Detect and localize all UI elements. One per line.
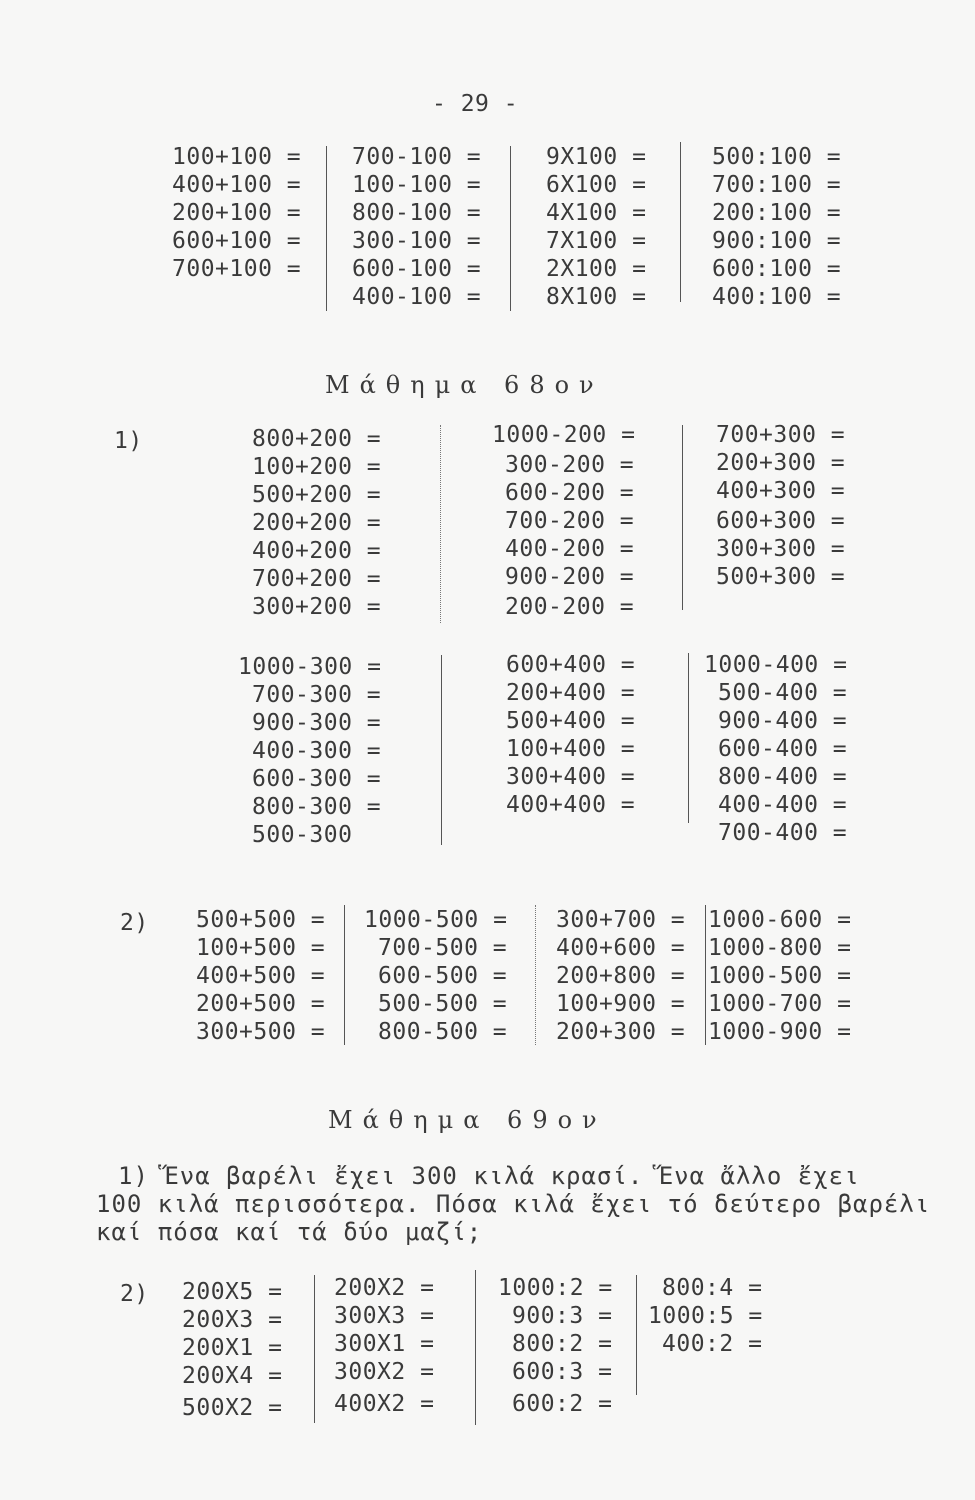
page-number: - 29 - (432, 91, 519, 117)
expr: 800-100 = (352, 200, 482, 226)
lesson-69-title: Μάθημα 69ον (328, 1106, 607, 1134)
expr: 200X1 = (182, 1335, 283, 1361)
expr: 400-300 = (252, 738, 382, 764)
expr: 500-500 = (378, 991, 508, 1017)
expr: 500+500 = (196, 907, 326, 933)
expr: 900:100 = (712, 228, 842, 254)
divider (326, 146, 327, 311)
expr: 400+600 = (556, 935, 686, 961)
expr: 300-200 = (505, 452, 635, 478)
expr: 200:100 = (712, 200, 842, 226)
divider (682, 425, 683, 610)
divider (441, 655, 442, 845)
expr: 7X100 = (546, 228, 647, 254)
exercise-2-label: 2) (120, 910, 149, 936)
expr: 1000:5 = (648, 1303, 763, 1329)
expr: 1000-700 = (708, 991, 852, 1017)
expr: 800-400 = (718, 764, 848, 790)
expr: 500-400 = (718, 680, 848, 706)
expr: 700+100 = (172, 256, 302, 282)
expr: 600-300 = (252, 766, 382, 792)
expr: 800:2 = (512, 1331, 613, 1357)
expr: 700-200 = (505, 508, 635, 534)
divider (314, 1275, 315, 1423)
divider (636, 1275, 637, 1395)
expr: 700-500 = (378, 935, 508, 961)
expr: 700:100 = (712, 172, 842, 198)
expr: 400X2 = (334, 1391, 435, 1417)
expr: 1000-500 = (364, 907, 508, 933)
expr: 1000-900 = (708, 1019, 852, 1045)
divider (440, 425, 441, 623)
expr: 400+500 = (196, 963, 326, 989)
expr: 200+100 = (172, 200, 302, 226)
expr: 1000-600 = (708, 907, 852, 933)
expr: 800-300 = (252, 794, 382, 820)
expr: 300+500 = (196, 1019, 326, 1045)
expr: 500+400 = (506, 708, 636, 734)
problem-line: καί πόσα καί τά δύο μαζί; (96, 1218, 483, 1246)
expr: 600:2 = (512, 1391, 613, 1417)
expr: 600-200 = (505, 480, 635, 506)
expr: 400+400 = (506, 792, 636, 818)
expr: 900-200 = (505, 564, 635, 590)
expr: 200+400 = (506, 680, 636, 706)
exercise-2-label: 2) (120, 1281, 149, 1307)
divider (688, 653, 689, 823)
expr: 1000-300 = (238, 654, 382, 680)
exercise-1-label: 1) (114, 428, 143, 454)
expr: 300+300 = (716, 536, 846, 562)
expr: 700-400 = (718, 820, 848, 846)
expr: 400:2 = (662, 1331, 763, 1357)
divider (344, 905, 345, 1045)
expr: 200+300 = (716, 450, 846, 476)
expr: 800+200 = (252, 426, 382, 452)
expr: 600+100 = (172, 228, 302, 254)
expr: 400-400 = (718, 792, 848, 818)
expr: 200X4 = (182, 1363, 283, 1389)
problem-line: 100 κιλά περισσότερα. Πόσα κιλά ἔχει τό δεύτερο βαρέλι (96, 1190, 931, 1218)
expr: 300+400 = (506, 764, 636, 790)
expr: 700+200 = (252, 566, 382, 592)
expr: 800-500 = (378, 1019, 508, 1045)
expr: 200-200 = (505, 594, 635, 620)
expr: 200+300 = (556, 1019, 686, 1045)
expr: 300+200 = (252, 594, 382, 620)
expr: 100-100 = (352, 172, 482, 198)
expr: 6X100 = (546, 172, 647, 198)
expr: 600:3 = (512, 1359, 613, 1385)
expr: 300X3 = (334, 1303, 435, 1329)
expr: 500:100 = (712, 144, 842, 170)
expr: 400+200 = (252, 538, 382, 564)
expr: 9X100 = (546, 144, 647, 170)
expr: 500-300 (252, 822, 353, 848)
expr: 600-500 = (378, 963, 508, 989)
expr: 100+900 = (556, 991, 686, 1017)
expr: 1000-500 = (708, 963, 852, 989)
expr: 400:100 = (712, 284, 842, 310)
divider (475, 1270, 476, 1425)
expr: 500+300 = (716, 564, 846, 590)
divider (705, 905, 706, 1045)
expr: 200+500 = (196, 991, 326, 1017)
expr: 300X1 = (334, 1331, 435, 1357)
expr: 1000-400 = (704, 652, 848, 678)
expr: 200+800 = (556, 963, 686, 989)
expr: 200X2 = (334, 1275, 435, 1301)
expr: 200X5 = (182, 1279, 283, 1305)
expr: 600+300 = (716, 508, 846, 534)
expr: 700-100 = (352, 144, 482, 170)
expr: 900:3 = (512, 1303, 613, 1329)
expr: 2X100 = (546, 256, 647, 282)
expr: 1000:2 = (498, 1275, 613, 1301)
expr: 800:4 = (662, 1275, 763, 1301)
expr: 8X100 = (546, 284, 647, 310)
expr: 600-400 = (718, 736, 848, 762)
expr: 200+200 = (252, 510, 382, 536)
expr: 100+100 = (172, 144, 302, 170)
expr: 300+700 = (556, 907, 686, 933)
expr: 700-300 = (252, 682, 382, 708)
expr: 600+400 = (506, 652, 636, 678)
expr: 1000-800 = (708, 935, 852, 961)
expr: 600-100 = (352, 256, 482, 282)
expr: 4X100 = (546, 200, 647, 226)
expr: 400-200 = (505, 536, 635, 562)
expr: 900-400 = (718, 708, 848, 734)
expr: 500X2 = (182, 1395, 283, 1421)
expr: 300-100 = (352, 228, 482, 254)
expr: 300X2 = (334, 1359, 435, 1385)
expr: 400+300 = (716, 478, 846, 504)
expr: 200X3 = (182, 1307, 283, 1333)
divider (535, 905, 536, 1045)
expr: 400-100 = (352, 284, 482, 310)
expr: 1000-200 = (492, 422, 636, 448)
expr: 400+100 = (172, 172, 302, 198)
expr: 100+200 = (252, 454, 382, 480)
divider (680, 142, 681, 302)
expr: 100+500 = (196, 935, 326, 961)
divider (510, 146, 511, 311)
expr: 600:100 = (712, 256, 842, 282)
problem-line: 1) Ἕνα βαρέλι ἔχει 300 κιλά κρασί. Ἕνα ἄλλο ἔχει (118, 1162, 860, 1190)
expr: 700+300 = (716, 422, 846, 448)
expr: 900-300 = (252, 710, 382, 736)
lesson-68-title: Μάθημα 68ον (325, 371, 604, 399)
expr: 100+400 = (506, 736, 636, 762)
expr: 500+200 = (252, 482, 382, 508)
